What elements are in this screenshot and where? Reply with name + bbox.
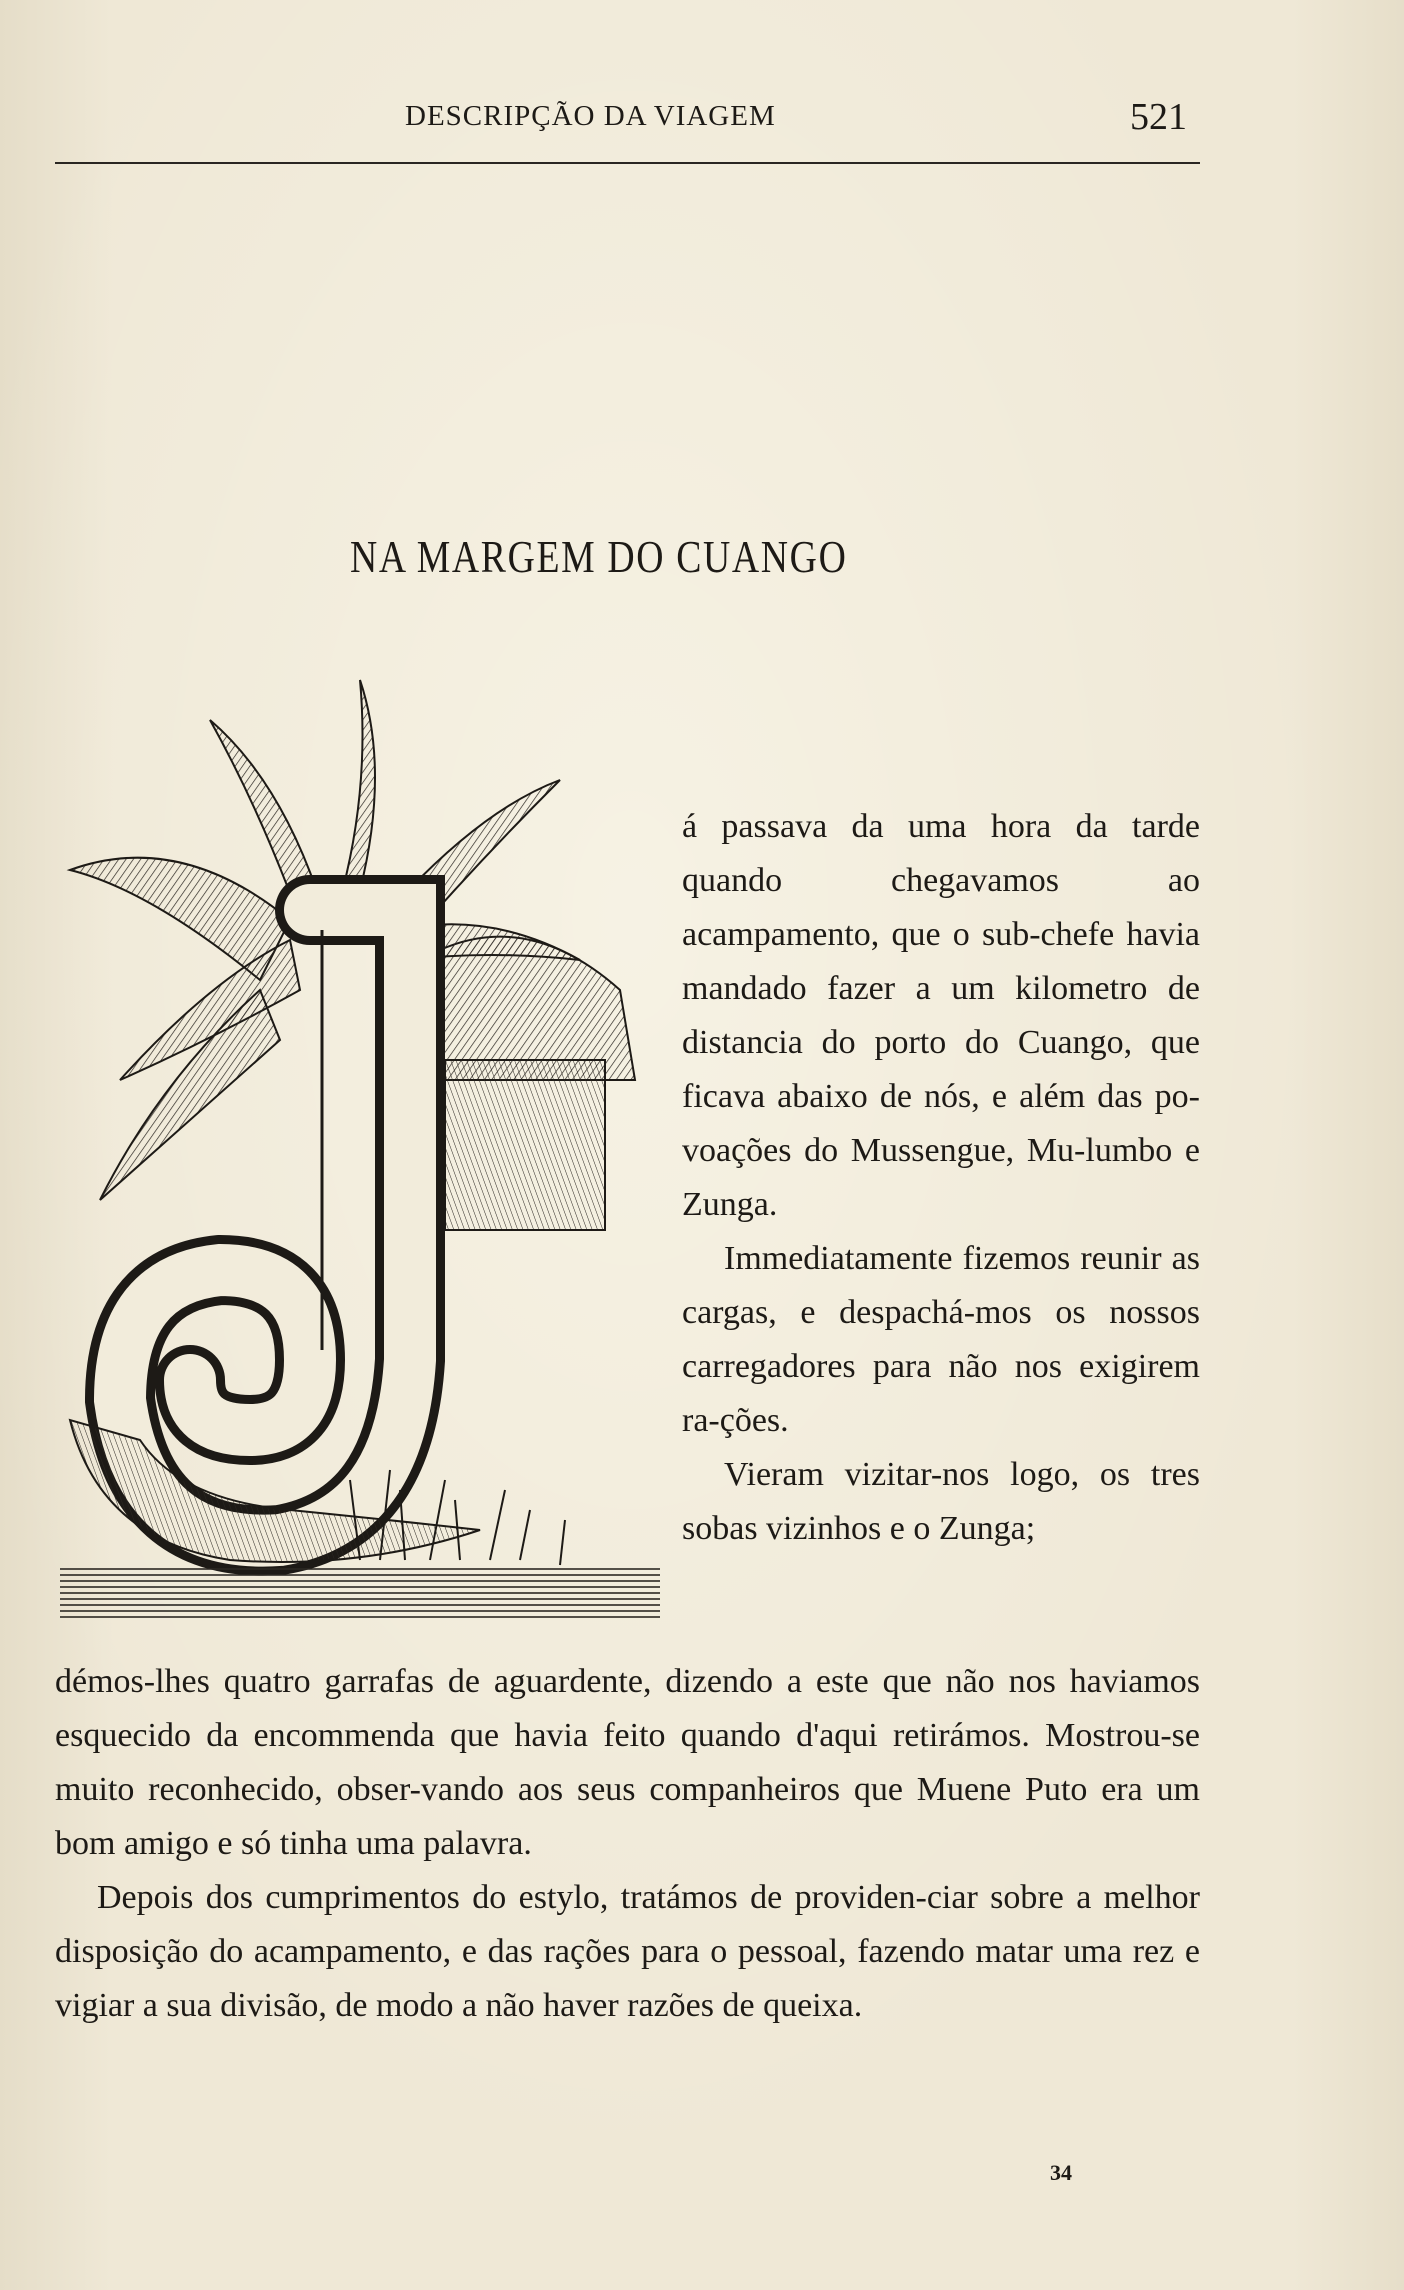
ornamental-initial-j-crocodile-palms-icon bbox=[60, 660, 660, 1620]
hut-drawing bbox=[420, 937, 635, 1230]
paragraph: Vieram vizitar-nos logo, os tres sobas vizinhos e o Zunga; bbox=[682, 1456, 1200, 1547]
paragraph: démos-lhes quatro garrafas de aguardente, dizendo a este que não nos haviamos esquecido da encommenda que havia feito quando d'aqui retirámos. Mostrou-se muito reconhecido, obser-vando aos seus companheiros que Muene Puto era um bom amigo e só tinha uma palavra. bbox=[55, 1663, 1200, 1862]
paragraph: Immediatamente fizemos reunir as cargas, e despachá-mos os nossos carregadores para não nos exigirem ra-ções. bbox=[682, 1240, 1200, 1439]
running-head: DESCRIPÇÃO DA VIAGEM bbox=[405, 100, 776, 132]
body-text-full-width bbox=[55, 1655, 1200, 2033]
paragraph: Depois dos cumprimentos do estylo, tratámos de providen-ciar sobre a melhor disposição do acampamento, e das rações para o pessoal, fazendo matar uma rez e vigiar a sua divisão, de modo a não haver razões de queixa. bbox=[55, 1879, 1200, 2024]
paragraph: á passava da uma hora da tarde quando chegavamos ao acampamento, que o sub-chefe havia mandado fazer a um kilometro de distancia do porto do Cuango, que ficava abaixo de nós, e além das po-voações do Mussengue, Mu-lumbo e Zunga. bbox=[682, 808, 1200, 1223]
body-text-beside-initial bbox=[682, 800, 1200, 1556]
river-water-drawing bbox=[60, 1565, 660, 1620]
chapter-title: NA MARGEM DO CUANGO bbox=[350, 531, 848, 582]
header-rule bbox=[55, 162, 1200, 164]
signature-mark: 34 bbox=[1050, 2160, 1072, 2185]
page-number: 521 bbox=[1130, 96, 1187, 138]
